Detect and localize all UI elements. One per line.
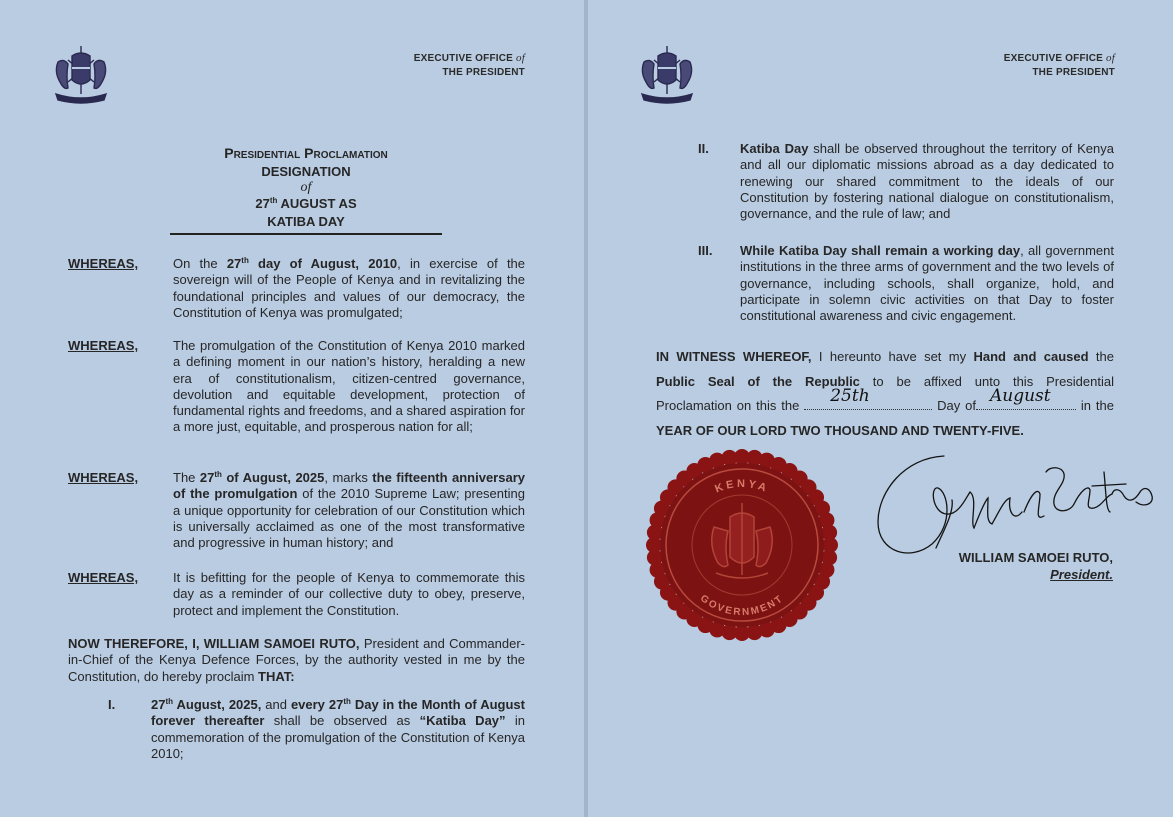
whereas-text-3: The 27th of August, 2025, marks the fifteenth anniversary of the promulgation of the 2010 Supreme Law; presenting a unique opportunity for celebration of our Constitution which is universally acclaimed as one of the most transformative and progressive in human history; and <box>173 470 525 551</box>
item-number-2: II. <box>698 141 709 156</box>
title-underline <box>170 233 442 235</box>
whereas-label: WHEREAS, <box>68 256 139 271</box>
kenya-coat-of-arms-icon <box>636 42 698 108</box>
witness-line-1: IN WITNESS WHEREOF, I hereunto have set my Hand and caused the <box>656 349 1115 364</box>
office-line2: THE PRESIDENT <box>1032 67 1115 78</box>
title-of: of <box>300 180 312 195</box>
seal-bottom-text: GOVERNMENT <box>698 592 786 619</box>
proclamation-item-3: While Katiba Day shall remain a working day, all government institutions in the three arms of government and the two levels of governance, including schools, shall organize, hold, and participate in solemn civic activities on that Day to foster constitutional awareness and civic engagement. <box>740 243 1114 324</box>
proclamation-title <box>170 145 442 230</box>
whereas-label: WHEREAS, <box>68 570 139 585</box>
witness-line-2: Public Seal of the Republic to be affixed unto this Presidential <box>656 373 1114 389</box>
proclamation-page-1 <box>0 0 584 817</box>
kenya-coat-of-arms-icon <box>50 42 112 108</box>
office-of: of <box>516 52 525 64</box>
whereas-label: WHEREAS, <box>68 338 139 353</box>
whereas-text-1: On the 27th day of August, 2010, in exercise of the sovereign will of the People of Kenya and in revitalizing the foundational principles and values of our democracy, the Constitution of Kenya was promulgated; <box>173 256 526 320</box>
day-handwritten: 25th <box>830 385 870 406</box>
month-field <box>976 385 1076 410</box>
whereas-label: WHEREAS, <box>68 470 139 485</box>
month-handwritten: August <box>990 385 1051 406</box>
office-of: of <box>1106 52 1115 64</box>
item-number-3: III. <box>698 243 713 258</box>
signatory-title: President. <box>1050 567 1113 582</box>
proclamation-item-1: 27th August, 2025, and every 27th Day in the Month of August forever thereafter shall be observed as “Katiba Day” in commemoration of the promulgation of the Constitution of Kenya 2010; <box>151 697 526 761</box>
signatory-name: WILLIAM SAMOEI RUTO, <box>958 550 1113 565</box>
title-line2: DESIGNATION <box>261 163 351 179</box>
whereas-text-2: The promulgation of the Constitution of Kenya 2010 marked a defining moment in our nation’s history, heralding a new era of constitutionalism, citizen-centred governance, devolution and equitable development, protection of fundamental rights and freedoms, and a shared aspiration for a more just, equitable, and prosperous nation for all; <box>173 338 525 435</box>
executive-office-header <box>1004 51 1115 80</box>
seal-top-text: KENYA <box>713 477 771 496</box>
witness-year: YEAR OF OUR LORD TWO THOUSAND AND TWENTY-FIVE. <box>656 422 1024 438</box>
in-witness-paragraph <box>656 345 1114 443</box>
proclamation-item-2: Katiba Day shall be observed throughout the territory of Kenya and all our diplomatic missions abroad as a day dedicated to renewing our shared commitment to the ideals of our Constitution by fostering national dialogue on constitutionalism, governance, and the rule of law; and <box>740 141 1114 222</box>
public-seal-of-kenya <box>644 447 840 643</box>
office-line1: EXECUTIVE OFFICE <box>1003 53 1104 64</box>
item-number-1: I. <box>108 697 116 712</box>
signatory-block <box>959 549 1113 583</box>
title-line3: 27th AUGUST AS <box>255 196 357 211</box>
office-line1: EXECUTIVE OFFICE <box>413 53 514 64</box>
now-therefore-paragraph: NOW THEREFORE, I, WILLIAM SAMOEI RUTO, President and Commander-in-Chief of the Kenya Defence Forces, by the authority vested in me by the Constitution, do hereby proclaim THAT: <box>68 636 525 684</box>
witness-line-3: Proclamation on this the 25th Day of August in the <box>656 385 1114 413</box>
whereas-text-4: It is befitting for the people of Kenya to commemorate this day as a reminder of our collective duty to obey, preserve, protect and implement the Constitution. <box>173 570 525 618</box>
office-line2: THE PRESIDENT <box>442 67 525 78</box>
executive-office-header <box>414 51 525 80</box>
day-field <box>804 385 932 410</box>
title-line1: Presidential Proclamation <box>224 145 388 161</box>
title-line4: KATIBA DAY <box>267 213 345 229</box>
